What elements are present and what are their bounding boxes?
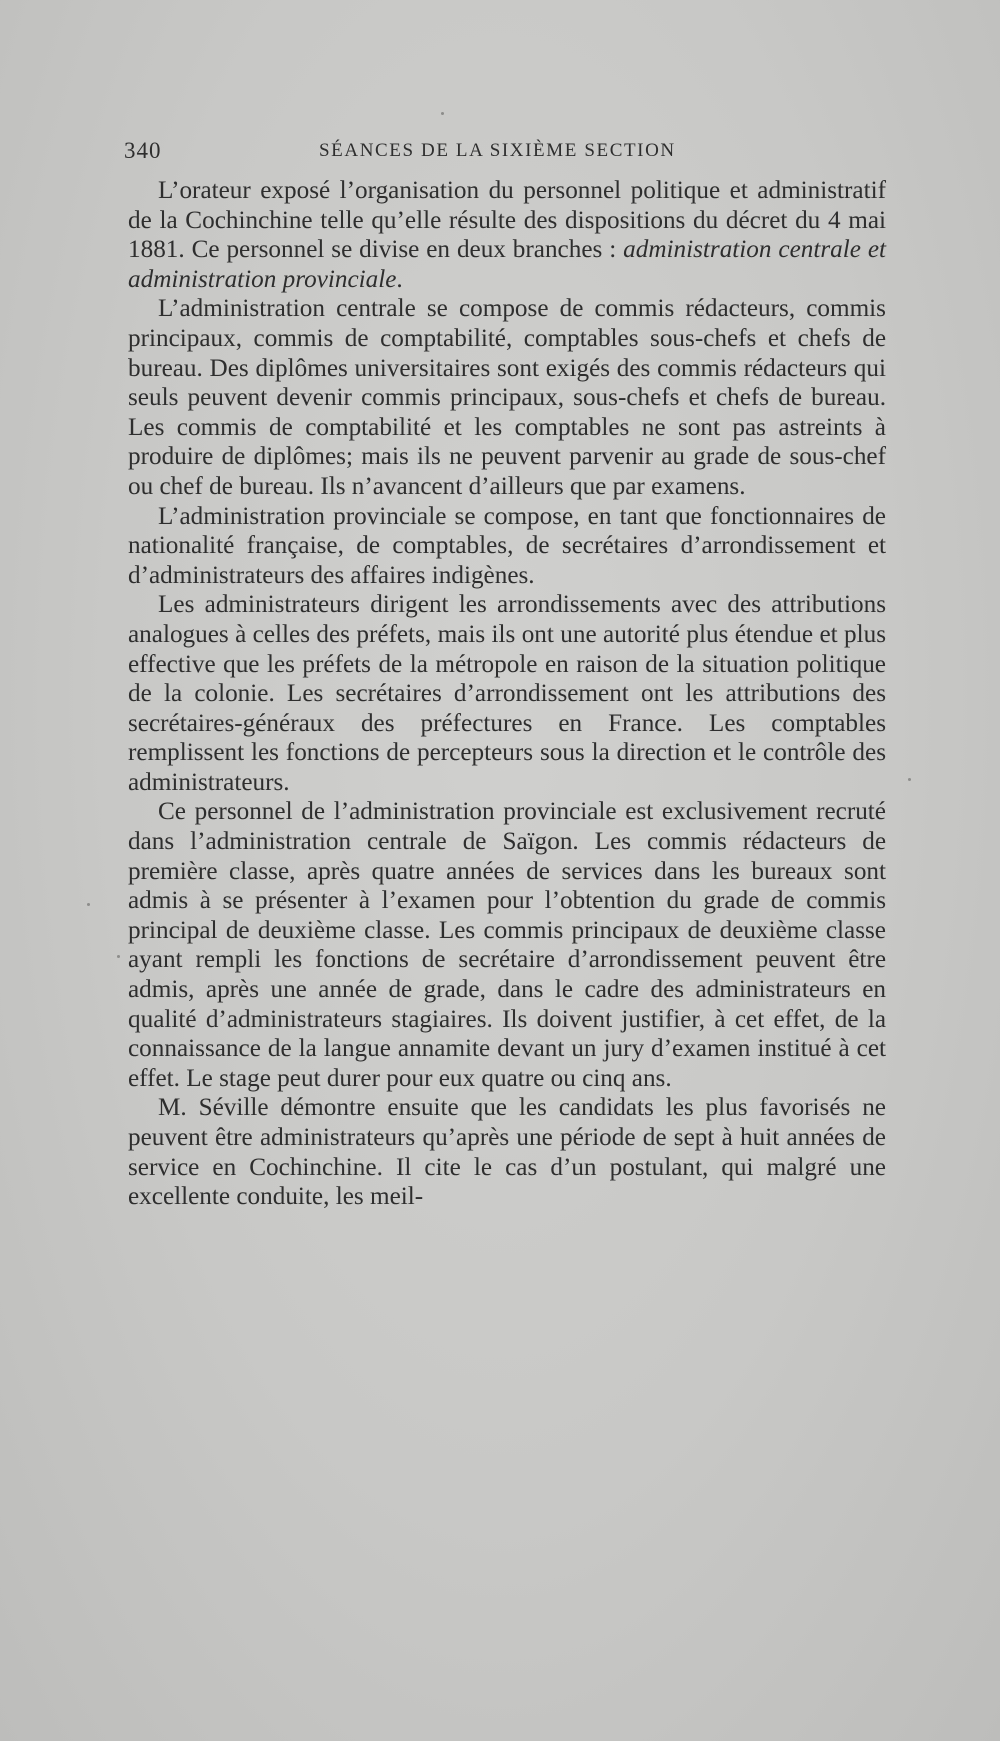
paragraph: L’administration centrale se compose de commis rédacteurs, commis principaux, commis de comptabilité, comptables sous-chefs et chefs de bureau. Des diplômes universitaires sont exigés des commis rédacteurs qui seuls peuvent devenir commis principaux, sous-chefs et chefs de bureau. Les commis de comptabilité et les comptables ne sont pas astreints à produire de diplômes; mais ils ne peuvent parvenir au grade de sous-chef ou chef de bureau. Ils n’avancent d’ailleurs que par examens. <box>128 295 886 500</box>
running-title: SÉANCES DE LA SIXIÈME SECTION <box>319 140 676 161</box>
running-head <box>124 138 886 168</box>
paragraph: Les administrateurs dirigent les arrondissements avec des attributions analogues à celles des préfets, mais ils ont une autorité plus étendue et plus effective que les préfets de la métropole en raison de la situation politique de la colonie. Les secrétaires d’arrondissement ont les attributions des secrétaires-généraux des préfectures en France. Les comptables remplissent les fonctions de percepteurs sous la direction et le contrôle des administrateurs. <box>128 591 886 796</box>
italic-phrase: administration centrale et administration provinciale <box>128 236 887 293</box>
paragraph: Ce personnel de l’administration provinciale est exclusivement recruté dans l’administration centrale de Saïgon. Les commis rédacteurs de première classe, après quatre années de services dans les bureaux sont admis à se présenter à l’examen pour l’obtention du grade de commis principal de deuxième classe. Les commis principaux de deuxième classe ayant rempli les fonctions de secrétaire d’arrondissement peuvent être admis, après une année de grade, dans le cadre des administrateurs en qualité d’administrateurs stagiaires. Ils doivent justifier, à cet effet, de la connaissance de la langue annamite devant un jury d’examen institué à cet effet. Le stage peut durer pour eux quatre ou cinq ans. <box>128 798 886 1092</box>
paragraph: M. Séville démontre ensuite que les candidats les plus favorisés ne peuvent être administrateurs qu’après une période de sept à huit années de service en Cochinchine. Il cite le cas d’un postulant, qui malgré une excellente conduite, les meil- <box>128 1094 886 1211</box>
page-number: 340 <box>124 138 162 163</box>
paragraph <box>128 176 886 294</box>
paper-speck <box>87 903 90 906</box>
paper-speck <box>908 778 911 781</box>
paragraph-text: L’orateur exposé l’organisation du personnel politique et administratif de la Cochinchine telle qu’elle résulte des dispositions du décret du 4 mai 1881. Ce personnel se divise en deux branches : <box>128 177 886 264</box>
paper-speck <box>117 955 120 958</box>
paper-speck <box>441 112 444 115</box>
body-text <box>128 176 886 1212</box>
paragraph: L’administration provinciale se compose, en tant que fonctionnaires de nationalité française, de comptables, de secrétaires d’arrondissement et d’administrateurs des affaires indigènes. <box>128 502 886 589</box>
paragraph-text-end: . <box>396 265 403 293</box>
